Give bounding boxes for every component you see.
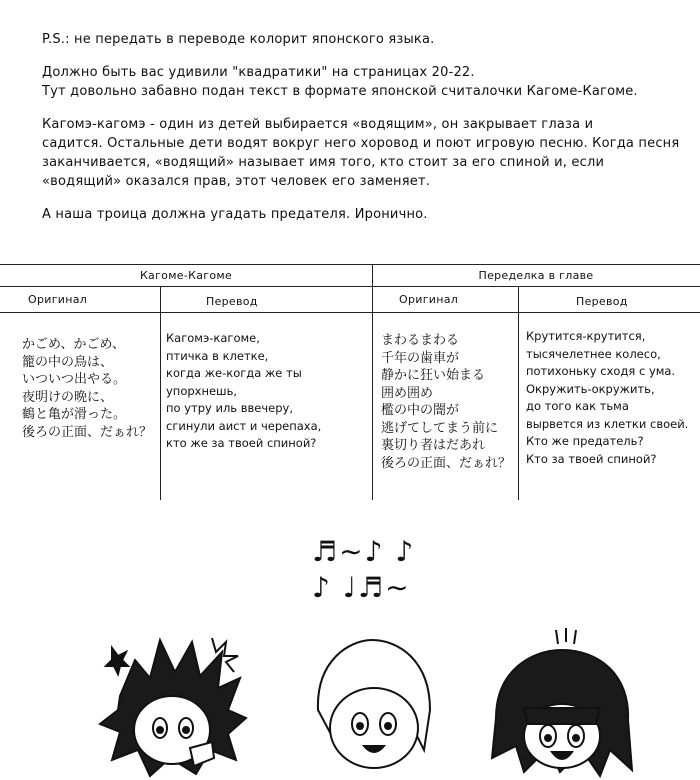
translation-lyrics-1: Кагомэ-кагоме, птичка в клетке, когда же-когда же ты упорхнешь, по утру иль ввечеру, сгинули аист и черепаха, кто же за твоей спиной? [166,331,322,450]
original-lyrics-2: まわるまわる 千年の歯車が 静かに狂い始まる 囲め囲め 檻の中の闇が 逃げてしてまう前に 裏切り者はだあれ 後ろの正面、だぁれ？ [381,333,512,471]
chibi-right [492,628,632,776]
left-section-title: Кагоме-Кагоме [139,269,233,282]
col-header-translation-1: Перевод [206,295,258,308]
col-header-original-1: Оригинал [28,293,88,306]
table-title-divider [0,286,700,287]
table-center-divider [372,264,373,500]
col-header-original-2: Оригинал [399,293,459,306]
chibi-characters-illustration [0,600,700,780]
notes-text [42,30,682,238]
note-irony: А наша троица должна угадать предателя. Иронично. [42,207,428,222]
chibi-left [100,638,246,776]
note-game-rules: Кагомэ-кагомэ - один из детей выбирается «водящим», он закрывает глаза и садится. Остальные дети водят вокруг него хоровод и поют игровую песню. Когда песня заканчивается, «водящий» называет имя того, кто стоит за его спиной и, если «водящий» оказался прав, этот человек его заменяет. [42,117,680,189]
note-squares: Должно быть вас удивили "квадратики" на страницах 20-22. Тут довольно забавно подан текст в формате японской считалочки Кагоме-Кагоме. [42,65,638,99]
chibi-middle [318,640,430,768]
lyrics-table [0,264,700,500]
table-header-divider [0,312,700,313]
note-ps: P.S.: не передать в переводе колорит японского языка. [42,32,435,47]
table-left-col-divider [160,286,161,500]
music-notes: ♬∼♪ ♪ ♪ ♩♬∼ [312,535,416,604]
col-header-translation-2: Перевод [576,295,628,308]
translation-lyrics-2: Крутится-крутится, тысячелетнее колесо, потихоньку сходя с ума. Окружить-окружить, до того как тьма вырвется из клетки своей. Кто же предатель? Кто за твоей спиной? [526,329,689,466]
table-top-border [0,264,700,265]
table-right-col-divider [518,286,519,500]
right-section-title: Переделка в главе [478,269,594,282]
original-lyrics-1: かごめ、かごめ、 籠の中の鳥は、 いついつ出やる。 夜明けの晩に、 鶴と亀が滑った。 後ろの正面、だぁれ？ [22,337,153,440]
